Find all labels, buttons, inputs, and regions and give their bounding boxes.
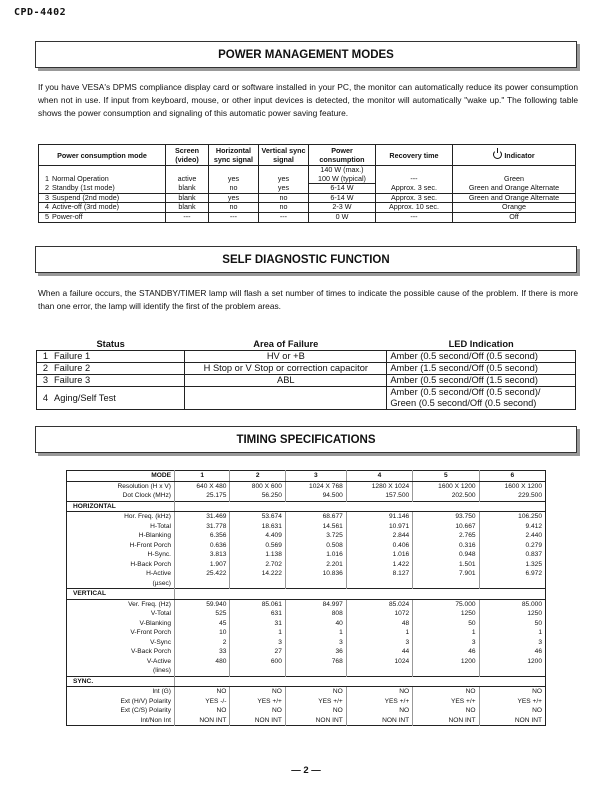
pm-row-mode: Normal Operation — [50, 166, 165, 184]
timing-row-value: 1024 — [346, 657, 412, 667]
timing-row-value: NON INT — [479, 716, 545, 726]
timing-row-value: 229.500 — [479, 491, 545, 501]
timing-row-value: NO — [285, 706, 346, 716]
timing-row-label: V-Front Porch — [130, 629, 171, 636]
diag-row — [37, 351, 576, 363]
self-diagnostic-title: SELF DIAGNOSTIC FUNCTION — [222, 253, 390, 266]
timing-row-value: 1 — [479, 628, 545, 638]
diag-row-area: HV or +B — [185, 351, 387, 363]
diag-row-status: Failure 3 — [51, 375, 185, 387]
timing-row-value: 33 — [175, 647, 230, 657]
pm-row-mode: Standby (1st mode) — [50, 184, 165, 194]
page-number: — 2 — — [291, 765, 321, 776]
timing-row-value: 44 — [346, 647, 412, 657]
timing-row-value: NO — [479, 687, 545, 697]
timing-row-value: 10.971 — [346, 522, 412, 532]
timing-row-value: 8.127 — [346, 569, 412, 579]
timing-row-label: (lines) — [153, 667, 171, 674]
timing-mode-number: 1 — [175, 471, 230, 482]
timing-section-spacer — [175, 501, 546, 512]
timing-row-value: YES -/- — [175, 697, 230, 707]
timing-row-value: 0.406 — [346, 541, 412, 551]
pm-row-number: 2 — [39, 184, 51, 194]
power-management-title: POWER MANAGEMENT MODES — [218, 48, 394, 61]
timing-row-value: NON INT — [346, 716, 412, 726]
pm-row-number: 4 — [39, 203, 51, 213]
timing-section-label: SYNC. — [67, 676, 175, 687]
timing-section-row — [67, 676, 546, 687]
timing-row-value — [285, 666, 346, 676]
timing-row-value: 31 — [230, 619, 285, 629]
timing-mode-number: 4 — [346, 471, 412, 482]
timing-row — [67, 481, 546, 491]
timing-row-label: H-Front Porch — [129, 541, 171, 549]
pm-row-indicator: Off — [452, 212, 575, 222]
timing-row-value: 36 — [285, 647, 346, 657]
pm-row-indicator: Green and Orange Alternate — [452, 193, 575, 203]
timing-row-value: 94.500 — [285, 491, 346, 501]
timing-row-value: 640 X 480 — [175, 481, 230, 491]
timing-row-value: 768 — [285, 657, 346, 667]
pm-row-vsync: no — [258, 203, 308, 213]
timing-row-value: 10.667 — [413, 522, 479, 532]
pm-row-power: 0 W — [308, 212, 375, 222]
timing-row-value: NO — [230, 687, 285, 697]
timing-row-value: NO — [413, 687, 479, 697]
timing-row — [67, 657, 546, 667]
timing-row-value: 3 — [479, 638, 545, 648]
model-number: CPD-4402 — [14, 7, 67, 18]
timing-heading — [35, 426, 577, 453]
timing-row-value: 48 — [346, 619, 412, 629]
timing-row-value: 1 — [230, 628, 285, 638]
pm-row — [39, 166, 576, 175]
timing-row-value: 31.469 — [175, 512, 230, 522]
timing-row-value — [346, 579, 412, 589]
diag-row — [37, 363, 576, 375]
diag-row — [37, 387, 576, 410]
timing-row-value: 0.508 — [285, 541, 346, 551]
timing-row-value: 2.844 — [346, 531, 412, 541]
timing-row-label: Ext (C/S) Polarity — [120, 707, 171, 714]
timing-row-value: 3 — [346, 638, 412, 648]
pm-row-number: 1 — [39, 166, 51, 184]
timing-row-label: V-Back Porch — [131, 648, 171, 655]
pm-row-indicator: Orange — [452, 203, 575, 213]
timing-row-value: 9.412 — [479, 522, 545, 532]
timing-row-value: 84.997 — [285, 599, 346, 609]
pm-row-hsync: no — [208, 203, 258, 213]
timing-row-value: 106.250 — [479, 512, 545, 522]
timing-row-value: 0.837 — [479, 550, 545, 560]
timing-row-value: YES +/+ — [346, 697, 412, 707]
timing-row-label: H-Blanking — [138, 532, 171, 539]
pm-row-indicator: Green — [452, 166, 575, 184]
timing-row-value: 1250 — [413, 609, 479, 619]
timing-row-value: 1072 — [346, 609, 412, 619]
diag-row-number: 1 — [37, 351, 52, 363]
pm-row-hsync: yes — [208, 193, 258, 203]
timing-row — [67, 541, 546, 551]
pm-row-vsync: yes — [258, 184, 308, 194]
pm-header-mode: Power consumption mode — [39, 145, 166, 166]
timing-row-label: Int/Non Int — [140, 716, 171, 724]
diag-header-area: Area of Failure — [185, 339, 387, 351]
timing-row-value: 157.500 — [346, 491, 412, 501]
timing-row-value: 85.024 — [346, 599, 412, 609]
timing-row-value: 40 — [285, 619, 346, 629]
timing-row-value: 91.146 — [346, 512, 412, 522]
power-icon — [493, 150, 502, 159]
timing-row — [67, 599, 546, 609]
timing-row-value: 1.907 — [175, 560, 230, 570]
diag-row-status: Failure 2 — [51, 363, 185, 375]
power-management-table — [38, 144, 576, 223]
timing-row-value: 2.201 — [285, 560, 346, 570]
timing-row-value: 10.836 — [285, 569, 346, 579]
pm-row-recovery: Approx. 3 sec. — [375, 184, 452, 194]
timing-row-value: 1 — [413, 628, 479, 638]
timing-row — [67, 531, 546, 541]
timing-row-value: NON INT — [230, 716, 285, 726]
timing-row-value: 0.316 — [413, 541, 479, 551]
timing-row-value: 85.000 — [479, 599, 545, 609]
timing-row — [67, 522, 546, 532]
timing-row-label: V-Total — [150, 610, 171, 617]
timing-row-value: 1600 X 1200 — [479, 481, 545, 491]
timing-row-value: 14.561 — [285, 522, 346, 532]
timing-row-value: 25.422 — [175, 569, 230, 579]
timing-row-label: Int (G) — [152, 688, 171, 695]
diag-row-led: Amber (0.5 second/Off (0.5 second) — [387, 351, 576, 363]
timing-row-value: YES +/+ — [479, 697, 545, 707]
pm-row-number: 5 — [39, 212, 51, 222]
timing-row — [67, 628, 546, 638]
timing-row-value: 1 — [285, 628, 346, 638]
timing-row-value: 800 X 600 — [230, 481, 285, 491]
timing-row-label: H-Back Porch — [130, 560, 171, 568]
pm-row-screen: blank — [165, 203, 208, 213]
timing-row-value: 2 — [175, 638, 230, 648]
diag-row-status: Aging/Self Test — [51, 387, 185, 410]
timing-row-value: YES +/+ — [285, 697, 346, 707]
pm-row-mode: Suspend (2nd mode) — [50, 193, 165, 203]
timing-row-value: 6.356 — [175, 531, 230, 541]
timing-row-value — [175, 666, 230, 676]
timing-row-label: Resolution (H x V) — [117, 482, 171, 490]
timing-row-value: 0.569 — [230, 541, 285, 551]
pm-row-hsync: --- — [208, 212, 258, 222]
timing-row-label: V-Sync — [150, 638, 171, 646]
timing-row-value: NO — [175, 706, 230, 716]
timing-row — [67, 647, 546, 657]
timing-section-row — [67, 501, 546, 512]
timing-row-value: 56.250 — [230, 491, 285, 501]
pm-row-power-max: 140 W (max.) — [308, 166, 375, 175]
timing-row-value: 3 — [230, 638, 285, 648]
timing-row-value: 1280 X 1024 — [346, 481, 412, 491]
timing-row-value: 1250 — [479, 609, 545, 619]
timing-row-value: 600 — [230, 657, 285, 667]
timing-row-value — [413, 666, 479, 676]
timing-title: TIMING SPECIFICATIONS — [236, 433, 376, 446]
diag-row-status: Failure 1 — [51, 351, 185, 363]
pm-row-recovery: Approx. 3 sec. — [375, 193, 452, 203]
timing-row-value: 1.325 — [479, 560, 545, 570]
timing-row — [67, 569, 546, 579]
timing-row — [67, 697, 546, 707]
timing-row-value: 50 — [413, 619, 479, 629]
timing-row-value: 1.138 — [230, 550, 285, 560]
timing-row-value: NO — [413, 706, 479, 716]
power-management-heading — [35, 41, 577, 68]
timing-row-value: YES +/+ — [230, 697, 285, 707]
pm-header-power: Power consumption — [308, 145, 375, 166]
timing-mode-row — [67, 471, 546, 482]
timing-row-value: 2.765 — [413, 531, 479, 541]
timing-row-value: NO — [479, 706, 545, 716]
pm-header-indicator: Indicator — [452, 145, 575, 166]
self-diagnostic-heading — [35, 246, 577, 273]
timing-row-value: 68.677 — [285, 512, 346, 522]
timing-row-value: 50 — [479, 619, 545, 629]
diag-header-status: Status — [37, 339, 185, 351]
timing-row-value: 0.948 — [413, 550, 479, 560]
timing-mode-number: 5 — [413, 471, 479, 482]
timing-row-value: 631 — [230, 609, 285, 619]
timing-row — [67, 619, 546, 629]
pm-row — [39, 203, 576, 213]
pm-row-power-typical: 100 W (typical) — [308, 175, 375, 184]
timing-row-value: 4.409 — [230, 531, 285, 541]
timing-row-value: 1.016 — [346, 550, 412, 560]
timing-row-value: 1024 X 768 — [285, 481, 346, 491]
timing-row-value — [175, 579, 230, 589]
timing-row-value: 3.725 — [285, 531, 346, 541]
timing-row-value: NO — [346, 687, 412, 697]
timing-row — [67, 550, 546, 560]
pm-row-vsync: yes — [258, 166, 308, 184]
timing-row-value: 53.674 — [230, 512, 285, 522]
diag-intro: When a failure occurs, the STANDBY/TIMER lamp will flash a set number of times to indicate the possible cause of the problem. If there is more than one error, the lamp will identify the first of the problem areas. — [38, 288, 578, 311]
pm-row-recovery: --- — [375, 166, 452, 184]
timing-row-value: NO — [346, 706, 412, 716]
timing-row-value — [479, 666, 545, 676]
timing-mode-number: 2 — [230, 471, 285, 482]
pm-row-vsync: --- — [258, 212, 308, 222]
pm-row-power: 6-14 W — [308, 184, 375, 194]
timing-row-value: YES +/+ — [413, 697, 479, 707]
diag-row-led — [387, 387, 576, 410]
timing-row-label: Hor. Freq. (kHz) — [124, 513, 171, 520]
timing-row-value: 85.061 — [230, 599, 285, 609]
timing-row-value: 3.813 — [175, 550, 230, 560]
timing-row-value: 1200 — [413, 657, 479, 667]
pm-row-recovery: --- — [375, 212, 452, 222]
timing-row-value: 0.636 — [175, 541, 230, 551]
pm-row-mode: Active-off (3rd mode) — [50, 203, 165, 213]
timing-row-value — [230, 666, 285, 676]
timing-row-value: 59.940 — [175, 599, 230, 609]
timing-row-value — [413, 579, 479, 589]
self-diagnostic-table — [36, 339, 576, 410]
timing-row-value: 46 — [479, 647, 545, 657]
pm-row-recovery: Approx. 10 sec. — [375, 203, 452, 213]
timing-row-value — [230, 579, 285, 589]
timing-row-value: 480 — [175, 657, 230, 667]
timing-mode-number: 6 — [479, 471, 545, 482]
timing-row-value: NON INT — [285, 716, 346, 726]
timing-row-value: 75.000 — [413, 599, 479, 609]
timing-section-spacer — [175, 676, 546, 687]
diag-row-number: 2 — [37, 363, 52, 375]
timing-row-value: NON INT — [175, 716, 230, 726]
timing-row-value: 18.631 — [230, 522, 285, 532]
timing-row — [67, 512, 546, 522]
timing-row-value: 1.422 — [346, 560, 412, 570]
timing-row-label: V-Active — [146, 657, 171, 665]
timing-row — [67, 666, 546, 676]
diag-row — [37, 375, 576, 387]
timing-row-value: 6.972 — [479, 569, 545, 579]
timing-row — [67, 579, 546, 589]
pm-row-number: 3 — [39, 193, 51, 203]
timing-row-label: H-Active — [146, 570, 171, 577]
timing-section-row — [67, 589, 546, 600]
power-intro: If you have VESA's DPMS compliance display card or software installed in your PC, the monitor can automatically reduce its power consumption when not in use. If input from keyboard, mouse, or other input devices is detected, the monitor will automatically "wake up." The following table shows the power consumption and signaling of this automatic power saving feature. — [38, 82, 578, 118]
timing-row-value: 27 — [230, 647, 285, 657]
timing-section-label: HORIZONTAL — [67, 501, 175, 512]
timing-row-value: 14.222 — [230, 569, 285, 579]
timing-row-value: 25.175 — [175, 491, 230, 501]
timing-row-value: 7.901 — [413, 569, 479, 579]
pm-header-recovery: Recovery time — [375, 145, 452, 166]
timing-row-label: H-Sync. — [147, 551, 171, 558]
pm-row-screen: active — [165, 166, 208, 184]
timing-row-value: 0.279 — [479, 541, 545, 551]
diag-row-area: H Stop or V Stop or correction capacitor — [185, 363, 387, 375]
timing-row — [67, 687, 546, 697]
timing-mode-label: MODE — [67, 471, 175, 482]
timing-row — [67, 638, 546, 648]
diag-row-led: Amber (1.5 second/Off (0.5 second) — [387, 363, 576, 375]
pm-row-indicator: Green and Orange Alternate — [452, 184, 575, 194]
timing-row-value — [346, 666, 412, 676]
diag-row-area — [185, 387, 387, 410]
timing-row-value: 3 — [413, 638, 479, 648]
timing-row-value: 3 — [285, 638, 346, 648]
pm-row — [39, 184, 576, 194]
diag-header-led: LED Indication — [387, 339, 576, 351]
timing-mode-number: 3 — [285, 471, 346, 482]
timing-row-value: 31.778 — [175, 522, 230, 532]
timing-row-value: NO — [175, 687, 230, 697]
timing-row-label: Ver. Freq. (Hz) — [128, 600, 171, 608]
timing-row-value: 1200 — [479, 657, 545, 667]
pm-header-screen: Screen (video) — [165, 145, 208, 166]
timing-row-value: 1.016 — [285, 550, 346, 560]
timing-row-value: 1600 X 1200 — [413, 481, 479, 491]
timing-section-spacer — [175, 589, 546, 600]
pm-row-power: 6-14 W — [308, 193, 375, 203]
timing-row-label: V-Blanking — [139, 619, 171, 627]
timing-section-label: VERTICAL — [67, 589, 175, 600]
timing-row-value: NON INT — [413, 716, 479, 726]
pm-row-screen: blank — [165, 184, 208, 194]
timing-row — [67, 560, 546, 570]
timing-table — [66, 470, 546, 726]
timing-row-label: Ext (H/V) Polarity — [120, 697, 171, 705]
pm-row-mode: Power-off — [50, 212, 165, 222]
diag-row-led-line2: Green (0.5 second/Off (0.5 second) — [390, 398, 537, 408]
diag-row-number: 4 — [37, 387, 52, 410]
timing-row-label: H-Total — [150, 522, 171, 530]
diag-row-area: ABL — [185, 375, 387, 387]
diag-row-number: 3 — [37, 375, 52, 387]
timing-row — [67, 706, 546, 716]
timing-row-value: 1.501 — [413, 560, 479, 570]
timing-row-value: 46 — [413, 647, 479, 657]
timing-row-label: Dot Clock (MHz) — [122, 492, 171, 499]
pm-header-vsync: Vertical sync signal — [258, 145, 308, 166]
timing-row-value: 2.440 — [479, 531, 545, 541]
timing-row-value — [285, 579, 346, 589]
timing-row-value: 2.702 — [230, 560, 285, 570]
timing-row-value: 45 — [175, 619, 230, 629]
timing-row-value: NO — [285, 687, 346, 697]
pm-row-screen: --- — [165, 212, 208, 222]
pm-row — [39, 212, 576, 222]
timing-row-value: 1 — [346, 628, 412, 638]
pm-row-hsync: no — [208, 184, 258, 194]
pm-row — [39, 193, 576, 203]
timing-row-value: NO — [230, 706, 285, 716]
timing-row-value: 93.750 — [413, 512, 479, 522]
pm-row-power: 2-3 W — [308, 203, 375, 213]
timing-row — [67, 609, 546, 619]
timing-row — [67, 716, 546, 726]
diag-row-led-line1: Amber (0.5 second/Off (0.5 second)/ — [390, 387, 541, 397]
diag-row-led: Amber (0.5 second/Off (1.5 second) — [387, 375, 576, 387]
timing-row-label: (µsec) — [152, 579, 171, 587]
timing-row-value: 202.500 — [413, 491, 479, 501]
pm-row-screen: blank — [165, 193, 208, 203]
timing-row-value — [479, 579, 545, 589]
timing-row-value: 808 — [285, 609, 346, 619]
timing-row-value: 525 — [175, 609, 230, 619]
timing-row — [67, 491, 546, 501]
pm-row-hsync: yes — [208, 166, 258, 184]
pm-header-hsync: Horizontal sync signal — [208, 145, 258, 166]
timing-row-value: 10 — [175, 628, 230, 638]
pm-row-vsync: no — [258, 193, 308, 203]
